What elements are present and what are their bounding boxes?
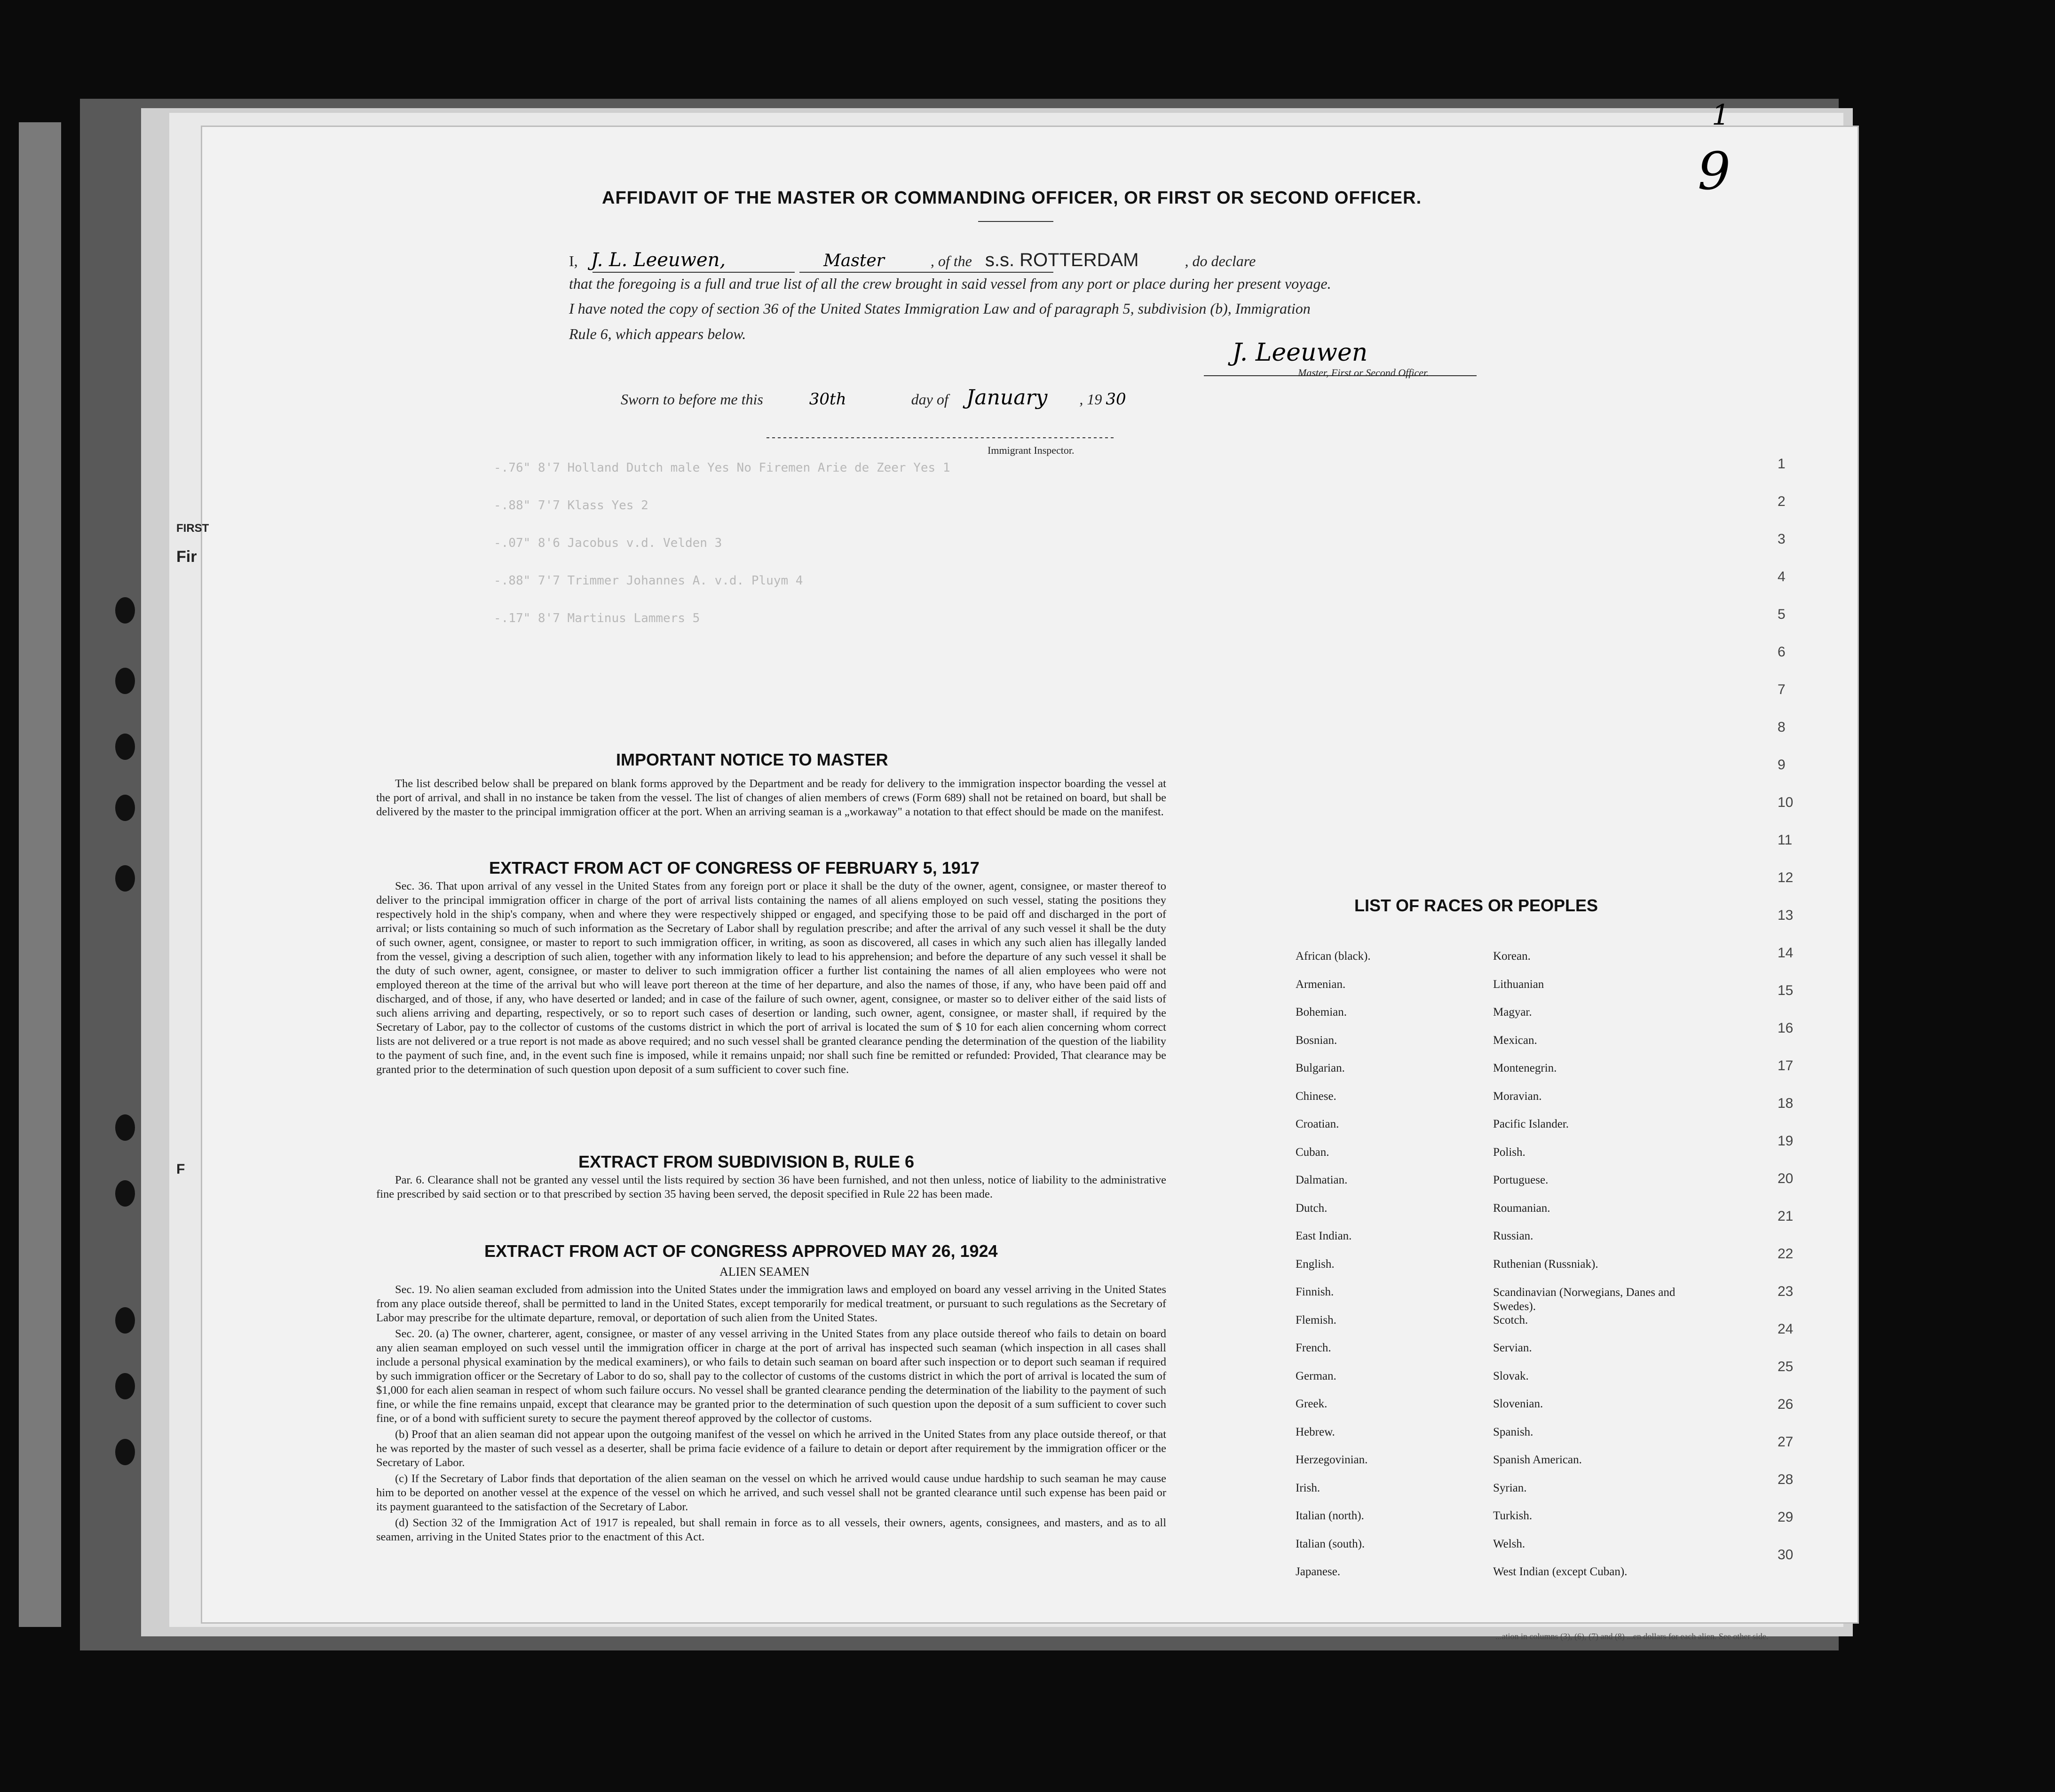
race-item: Finnish. <box>1296 1286 1334 1298</box>
race-item: Portuguese. <box>1493 1174 1549 1186</box>
manifest-row-number: 22 <box>1778 1246 1794 1262</box>
race-item: English. <box>1296 1257 1335 1271</box>
race-item: Chinese. <box>1296 1089 1336 1103</box>
race-item: Spanish American. <box>1493 1453 1582 1466</box>
manifest-row-number: 3 <box>1778 531 1786 547</box>
title-underline <box>978 221 1053 222</box>
manifest-row-number: 12 <box>1778 870 1794 885</box>
sec-20d-paragraph: (d) Section 32 of the Immigration Act of 1917 is repealed, but shall remain in force as to all vessels, their owners, agents, consignees, and masters, and as to all seamen, arriving in the United States prior to the enactment of this Act. <box>376 1516 1166 1543</box>
rule6-text <box>376 1173 1166 1203</box>
manifest-row-number: 25 <box>1778 1359 1794 1374</box>
sworn-year: 30 <box>1106 390 1126 409</box>
sworn-month: January <box>966 386 1048 410</box>
race-item: Turkish. <box>1493 1509 1533 1522</box>
race-item: Syrian. <box>1493 1481 1527 1494</box>
race-item: Dutch. <box>1296 1201 1328 1215</box>
manifest-row-number: 30 <box>1778 1547 1794 1563</box>
race-item: Irish. <box>1296 1481 1320 1494</box>
binder-hole <box>115 1439 135 1465</box>
sworn-year-prefix: , 19 <box>1079 391 1102 408</box>
race-item: Polish. <box>1493 1145 1525 1159</box>
manifest-row-number: 5 <box>1778 607 1786 622</box>
race-item: Slovak. <box>1493 1369 1529 1382</box>
race-item: Bohemian. <box>1296 1006 1347 1018</box>
race-item: Croatian. <box>1296 1118 1339 1130</box>
manifest-row-number: 6 <box>1778 644 1786 660</box>
extract-1924-text <box>376 1283 1166 1546</box>
footer-note: ...ation in columns (3), (6), (7) and (8) ...en dollars for each alien. See other side. <box>1495 1632 1769 1641</box>
affidavit-line-4: Rule 6, which appears below. <box>569 325 746 342</box>
binder-hole <box>115 734 135 760</box>
binder-hole <box>115 865 135 892</box>
race-item: Roumanian. <box>1493 1201 1550 1215</box>
race-item: Armenian. <box>1296 978 1346 991</box>
race-item: Dalmatian. <box>1296 1174 1348 1186</box>
manifest-row-number: 2 <box>1778 494 1786 509</box>
race-item: Greek. <box>1296 1397 1328 1410</box>
corner-tick-mark: 1 <box>1712 99 1730 132</box>
sworn-prefix: Sworn to before me this <box>621 391 763 408</box>
race-item: Lithuanian <box>1493 978 1544 991</box>
race-item: Korean. <box>1493 950 1531 963</box>
manifest-row-number: 18 <box>1778 1096 1794 1111</box>
binder-hole <box>115 1180 135 1207</box>
manifest-row-number: 16 <box>1778 1020 1794 1036</box>
race-item: African (black). <box>1296 950 1371 963</box>
master-name: J. L. Leeuwen, <box>591 249 726 271</box>
race-item: Spanish. <box>1493 1425 1533 1438</box>
race-item: Magyar. <box>1493 1006 1532 1018</box>
margin-tag-fir: Fir <box>176 548 197 566</box>
race-item: Italian (south). <box>1296 1537 1365 1550</box>
race-item: East Indian. <box>1296 1230 1352 1242</box>
race-item: Russian. <box>1493 1230 1533 1242</box>
sec-20a-paragraph: Sec. 20. (a) The owner, charterer, agent, consignee, or master of any vessel arriving in the United States from any place outside thereof who fails to detain on board any alien seaman employed on such vessel until the immigration officer in charge at the port of arrival has inspected such seaman (which inspection in all cases shall include a personal physical examination by the medical examiners), or who fails to detain such seaman on board after such inspection or to deport such seaman if required by such immigration officer or the Secretary of Labor to do so, shall pay to the collector of customs of the customs district in which the port of arrival is located the sum of $1,000 for each alien seaman in respect of whom such failure occurs. No vessel shall be granted clearance pending the determination of the liability to the payment of such fine, or while the fine remains unpaid, except that clearance may be granted prior to the determination of such question upon the deposit of a sum sufficient to cover such fine, or of a bond with sufficient surety to secure the payment thereof approved by the collector of customs. <box>376 1327 1166 1425</box>
signature-caption: Master, First or Second Officer. <box>1298 367 1429 379</box>
sec-20c-paragraph: (c) If the Secretary of Labor finds that deportation of the alien seaman on the vessel on which he arrived would cause undue hardship to such seaman he may cause him to be deported on another vessel at the expence of the vessel on which he arrived, and such vessel shall not be granted clearance until such expense has been paid or its payment guaranteed to the satisfaction of the Secretary of Labor. <box>376 1472 1166 1513</box>
affidavit-line-2: that the foregoing is a full and true list of all the crew brought in said vessel from any port or place during her present voyage. <box>569 275 1331 292</box>
manifest-row-number: 21 <box>1778 1208 1794 1224</box>
line1-prefix: I, <box>569 253 578 269</box>
affidavit-line-3: I have noted the copy of section 36 of the United States Immigration Law and of paragraph 5, subdivision (b), Immigration <box>569 300 1311 317</box>
binder-hole <box>115 1114 135 1141</box>
bleed-through-text: -.07" 8'6 Jacobus v.d. Velden 3 <box>494 536 722 550</box>
race-item: Flemish. <box>1296 1313 1336 1326</box>
manifest-row-number: 28 <box>1778 1472 1794 1487</box>
margin-tag-first: FIRST <box>176 522 209 535</box>
race-item: Scotch. <box>1493 1313 1528 1326</box>
manifest-row-number: 15 <box>1778 983 1794 998</box>
sec-19-paragraph: Sec. 19. No alien seaman excluded from admission into the United States under the immigration laws and employed on board any vessel arriving in the United States from any place outside thereof, shall be permitted to land in the United States, except temporarily for medical treatment, or pursuant to such regulations as the Secretary of Labor may prescribe for the ultimate departure, removal, or deportation of such alien from the United States. <box>376 1283 1166 1324</box>
race-item: Scandinavian (Norwegians, Danes and Swedes). <box>1493 1286 1676 1313</box>
manifest-row-number: 8 <box>1778 719 1786 735</box>
manifest-row-number: 10 <box>1778 795 1794 810</box>
race-item: Japanese. <box>1296 1565 1341 1578</box>
race-item: Moravian. <box>1493 1089 1542 1103</box>
sec-20b-paragraph: (b) Proof that an alien seaman did not appear upon the outgoing manifest of the vessel on which he arrived in the United States from any place outside thereof, or that he was reported by the master of such vessel as a deserter, shall be prima facie evidence of a failure to detain or deport after requirement by the immigration officer or the Secretary of Labor. <box>376 1428 1166 1469</box>
manifest-row-number: 17 <box>1778 1058 1794 1074</box>
race-item: German. <box>1296 1369 1336 1382</box>
inspector-caption: Immigrant Inspector. <box>988 444 1075 456</box>
bleed-through-text: -.76" 8'7 Holland Dutch male Yes No Firemen Arie de Zeer Yes 1 <box>494 461 950 475</box>
manifest-row-number: 24 <box>1778 1321 1794 1337</box>
binder-hole <box>115 795 135 821</box>
binder-strip <box>19 122 61 1627</box>
master-rank: Master <box>823 251 885 270</box>
race-item: Welsh. <box>1493 1537 1525 1550</box>
manifest-row-number: 26 <box>1778 1397 1794 1412</box>
do-declare-text: , do declare <box>1185 253 1256 269</box>
of-the-text: , of the <box>930 253 972 269</box>
race-item: Italian (north). <box>1296 1509 1364 1522</box>
binder-hole <box>115 1307 135 1334</box>
manifest-row-number: 13 <box>1778 908 1794 923</box>
manifest-row-number: 7 <box>1778 682 1786 697</box>
vessel-name: s.s. ROTTERDAM <box>985 250 1139 270</box>
bleed-through-text: -.88" 7'7 Trimmer Johannes A. v.d. Pluym 4 <box>494 574 803 588</box>
races-left-column <box>1296 950 1371 1594</box>
extract-1917-text <box>376 879 1166 1079</box>
rule6-title: EXTRACT FROM SUBDIVISION B, RULE 6 <box>578 1152 915 1171</box>
manifest-row-number: 29 <box>1778 1509 1794 1525</box>
binder-hole <box>115 597 135 624</box>
manifest-row-number: 9 <box>1778 757 1786 773</box>
bleed-through-text: -.88" 7'7 Klass Yes 2 <box>494 498 648 513</box>
race-item: Mexican. <box>1493 1034 1537 1047</box>
notice-text <box>376 777 1166 821</box>
race-item: Bosnian. <box>1296 1034 1337 1047</box>
manifest-row-number: 27 <box>1778 1434 1794 1450</box>
race-item: Bulgarian. <box>1296 1062 1345 1074</box>
manifest-row-number: 14 <box>1778 945 1794 961</box>
manifest-row-number: 4 <box>1778 569 1786 584</box>
manifest-row-number: 11 <box>1778 832 1793 848</box>
race-item: Ruthenian (Russniak). <box>1493 1257 1598 1271</box>
race-item: Cuban. <box>1296 1145 1329 1159</box>
sheet-number-mark: 9 <box>1698 141 1731 201</box>
binder-hole <box>115 1373 135 1399</box>
alien-seamen-subtitle: ALIEN SEAMEN <box>719 1265 810 1279</box>
manifest-row-number: 20 <box>1778 1171 1794 1186</box>
manifest-row-number: 19 <box>1778 1133 1794 1149</box>
sworn-line <box>621 386 1126 410</box>
races-right-column <box>1493 950 1691 1594</box>
manifest-row-number: 23 <box>1778 1284 1794 1299</box>
bleed-through-text: -.17" 8'7 Martinus Lammers 5 <box>494 611 700 625</box>
sworn-mid: day of <box>911 391 948 408</box>
section-36-paragraph: Sec. 36. That upon arrival of any vessel in the United States from any foreign port or place it shall be the duty of the owner, agent, consignee, or master thereof to deliver to the principal immigration officer in charge of the port of arrival lists containing the names of all aliens employed on such vessel, stating the positions they respectively hold in the ship's company, when and where they were respectively shipped or engaged, and specifying those to be paid off and discharged in the port of arrival; or lists containing so much of such information as the Secretary of Labor shall by regulation prescribe; and after the arrival of any such vessel it shall be the duty of such owner, agent, consignee, or master to report to such immigration officer, in writing, as soon as discovered, all cases in which any such alien has illegally landed from the vessel, giving a description of such alien, together with any information likely to lead to his apprehension; and before the departure of any such vessel it shall be the duty of such owner, agent, consignee, or master to deliver to such immigration officer a further list containing the names of all alien employees who were not employed thereon at the time of the arrival but who will leave port thereon at the time of her departure, and also the names of those, if any, who have been paid off and discharged, and of those, if any, who have deserted or landed; and in case of the failure of such owner, agent, consignee, or master so to deliver either of the said lists of such aliens arriving and departing, respectively, or so to report such cases of desertion or landing, such owner, agent, consignee, or master shall, if required by the Secretary of Labor, pay to the collector of customs of the customs district in which the port of arrival is located the sum of $ 10 for each alien concerning whom correct lists are not delivered or a true report is not made as above required; and no such vessel shall be granted clearance pending the determination of the question of the liability to the payment of such fine, and, in the event such fine is imposed, while it remains unpaid; nor shall such fine be remitted or refunded: Provided, That clearance may be granted prior to the determination of such question upon deposit of a sum sufficient to cover such fine. <box>376 880 1166 1076</box>
affidavit-title: AFFIDAVIT OF THE MASTER OR COMMANDING OFFICER, OR FIRST OR SECOND OFFICER. <box>602 188 1422 208</box>
notice-title: IMPORTANT NOTICE TO MASTER <box>616 750 888 769</box>
inspector-rule <box>767 437 1114 438</box>
affidavit-line-1 <box>569 249 1256 271</box>
race-item: Herzegovinian. <box>1296 1453 1368 1466</box>
race-item: West Indian (except Cuban). <box>1493 1565 1628 1578</box>
race-item: Servian. <box>1493 1342 1532 1354</box>
rank-rule <box>799 272 1053 273</box>
race-item: Montenegrin. <box>1493 1062 1557 1074</box>
name-rule <box>593 272 795 273</box>
race-item: Slovenian. <box>1493 1397 1543 1410</box>
notice-paragraph: The list described below shall be prepared on blank forms approved by the Department and be ready for delivery to the immigration inspector boarding the vessel at the port of arrival, and shall in no instance be taken from the vessel. The list of changes of alien members of crews (Form 689) shall not be retained on board, but shall be delivered by the master to the principal immigration officer at the port. When an arriving seaman is a „workaway" a notation to that effect should be made on the manifest. <box>376 777 1166 818</box>
margin-tag-f: F <box>176 1161 185 1177</box>
race-item: Pacific Islander. <box>1493 1118 1569 1130</box>
par-6-paragraph: Par. 6. Clearance shall not be granted any vessel until the lists required by section 36 have been furnished, and not then unless, notice of liability to the administrative fine prescribed by said section or to that prescribed by section 35 having been served, the deposit specified in Rule 22 has been made. <box>376 1174 1166 1200</box>
race-item: Hebrew. <box>1296 1425 1335 1438</box>
manifest-row-number: 1 <box>1778 456 1786 472</box>
master-signature: J. Leeuwen <box>1232 339 1368 367</box>
extract-1917-title: EXTRACT FROM ACT OF CONGRESS OF FEBRUARY 5, 1917 <box>489 858 980 877</box>
sworn-day: 30th <box>809 390 846 409</box>
race-item: French. <box>1296 1342 1331 1354</box>
binder-hole <box>115 668 135 694</box>
races-title: LIST OF RACES OR PEOPLES <box>1354 896 1598 915</box>
extract-1924-title: EXTRACT FROM ACT OF CONGRESS APPROVED MAY 26, 1924 <box>484 1241 998 1261</box>
